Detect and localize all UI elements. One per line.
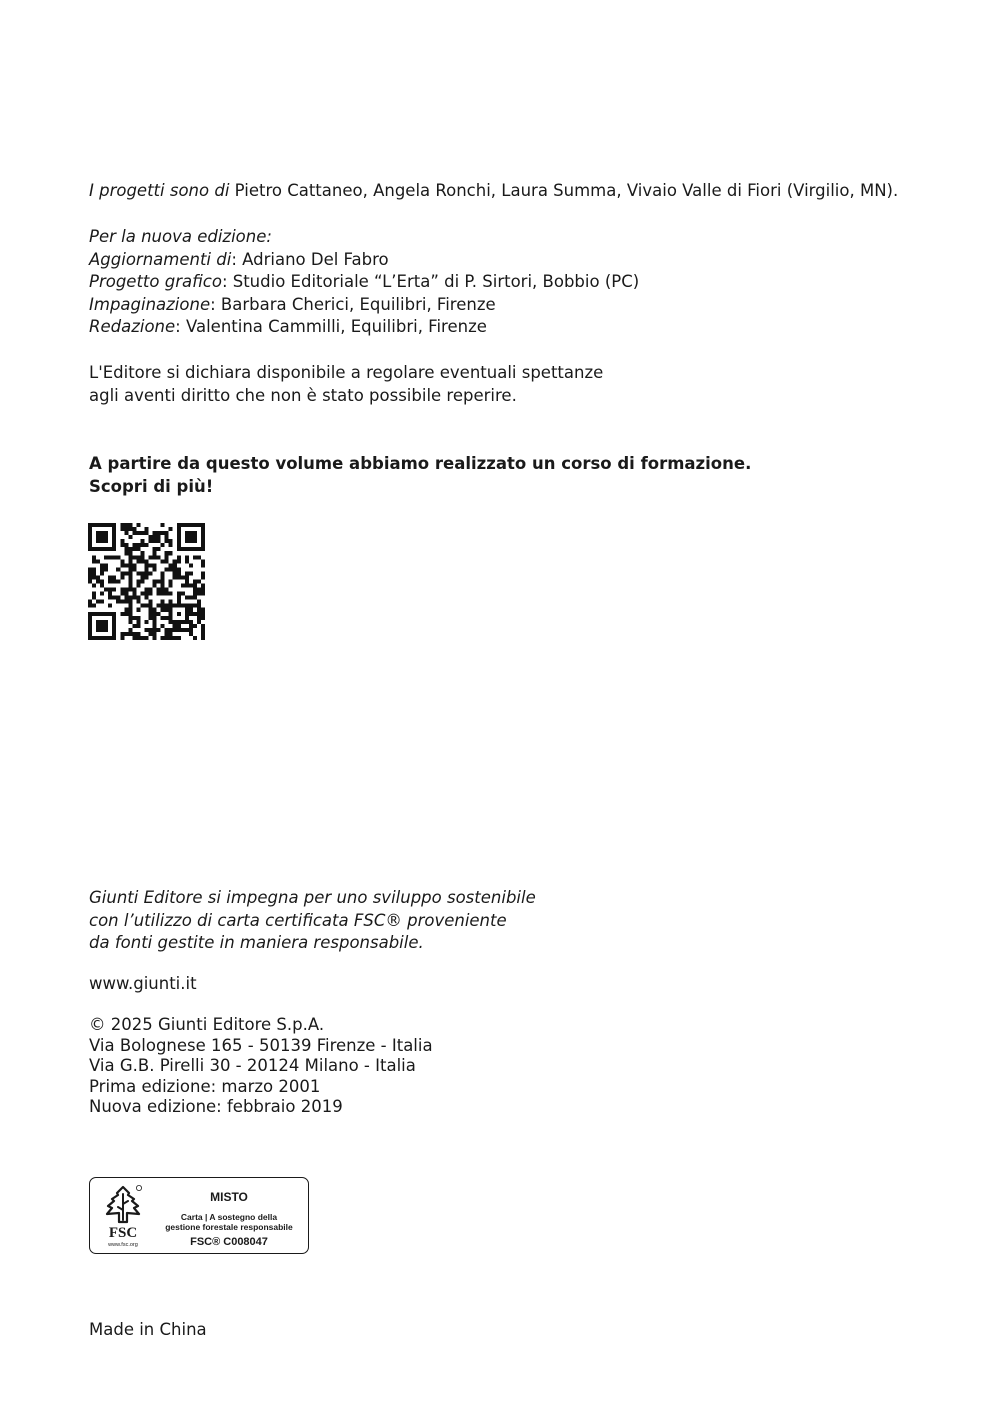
address-line: Via Bolognese 165 - 50139 Firenze - Italia (89, 1035, 433, 1055)
fsc-mix-label: MISTO (210, 1190, 248, 1204)
sustainability-line: Giunti Editore si impegna per uno sviluppo sostenibile (89, 888, 536, 907)
sustainability-line: con l’utilizzo di carta certificata FSC® proveniente (89, 910, 507, 930)
edition-heading: Per la nuova edizione: (89, 227, 272, 246)
copyright: © 2025 Giunti Editore S.p.A. (89, 1015, 325, 1034)
disclaimer-line: agli aventi diritto che non è stato possibile reperire. (89, 385, 517, 405)
qr-code[interactable] (88, 523, 205, 640)
course-line: Scopri di più! (89, 476, 214, 496)
edition-item: Aggiornamenti di: Adriano Del Fabro (89, 249, 389, 269)
disclaimer-line: L'Editore si dichiara disponibile a regolare eventuali spettanze (89, 363, 604, 382)
edition-item: Impaginazione: Barbara Cherici, Equilibri, Firenze (89, 294, 496, 314)
projects-label: I progetti sono di (89, 181, 230, 200)
edition-item: Redazione: Valentina Cammilli, Equilibri, Firenze (89, 317, 487, 336)
projects-credit (89, 180, 898, 203)
website-link[interactable]: www.giunti.it (89, 974, 197, 993)
made-in: Made in China (89, 1320, 207, 1339)
fsc-label (89, 1177, 309, 1254)
course-promo (89, 453, 751, 498)
sustainability-note (89, 887, 536, 955)
new-edition: Nuova edizione: febbraio 2019 (89, 1097, 343, 1116)
fsc-tree-icon (104, 1184, 142, 1226)
fsc-code: FSC® C008047 (190, 1236, 268, 1248)
sustainability-line: da fonti gestite in maniera responsabile. (89, 933, 424, 952)
fsc-logo-word: FSC (108, 1225, 138, 1241)
first-edition: Prima edizione: marzo 2001 (89, 1076, 321, 1096)
course-line: A partire da questo volume abbiamo realizzato un corso di formazione. (89, 454, 752, 473)
address-line: Via G.B. Pirelli 30 - 20124 Milano - Italia (89, 1056, 416, 1075)
edition-credits (89, 226, 639, 339)
fsc-logo-url: www.fsc.org (108, 1242, 138, 1248)
disclaimer (89, 362, 603, 407)
publisher-info (89, 1015, 433, 1118)
edition-item: Progetto grafico: Studio Editoriale “L’Erta” di P. Sirtori, Bobbio (PC) (89, 272, 640, 291)
fsc-desc-line: gestione forestale responsabile (165, 1222, 293, 1232)
fsc-desc-line: Carta | A sostegno della (180, 1212, 278, 1222)
fsc-logo (96, 1182, 150, 1250)
projects-names: Pietro Cattaneo, Angela Ronchi, Laura Summa, Vivaio Valle di Fiori (Virgilio, MN). (229, 181, 899, 200)
